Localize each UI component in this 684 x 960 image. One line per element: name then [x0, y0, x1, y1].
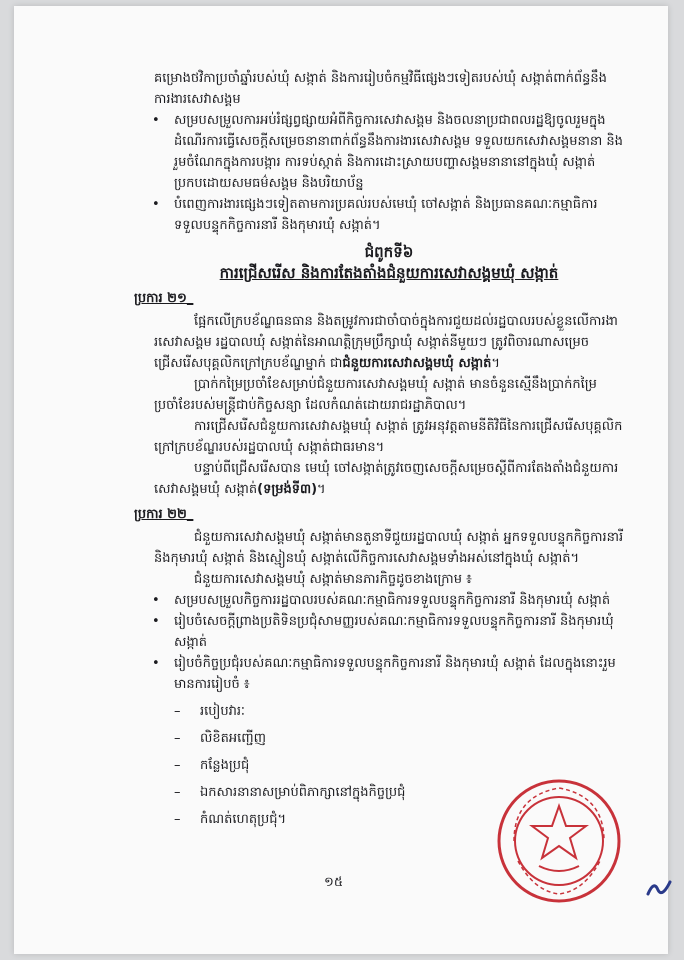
signature-mark-icon — [644, 876, 674, 900]
dash-text: លិខិតអញ្ជើញ — [200, 731, 267, 746]
bullet-icon: • — [152, 593, 160, 608]
bullet-text: រៀបចំសេចក្ដីព្រាងប្រតិទិនប្រជុំសាមញ្ញរបស់គណៈកម្មាធិការទទួលបន្ទុកកិច្ចការនារី និងកុមារឃុំ សង្កាត់ — [174, 614, 614, 650]
article-22-paragraph-1: ជំនួយការសេវាសង្គមឃុំ សង្កាត់មានតួនាទីជួយរដ្ឋបាលឃុំ សង្កាត់ អ្នកទទួលបន្ទុកកិច្ចការនារី និងកុមារឃុំ សង្កាត់ និងស្មៀនឃុំ សង្កាត់លើកិច្ចការសេវាសង្គមទាំងអស់នៅក្នុងឃុំ សង្កាត់។ — [154, 530, 624, 566]
article-21-heading: ប្រការ ២១_ — [134, 291, 194, 306]
dash-icon: – — [174, 731, 181, 746]
bullet-icon: • — [152, 197, 160, 212]
dash-icon: – — [174, 785, 181, 800]
article-21-paragraph-4 — [154, 458, 624, 500]
article-21-paragraph-2: ប្រាក់កម្រៃប្រចាំខែសម្រាប់ជំនួយការសេវាសង្គមឃុំ សង្កាត់ មានចំនួនស្មើនឹងប្រាក់កម្រៃប្រចាំខែរបស់មន្ត្រីជាប់កិច្ចសន្យា ដែលកំណត់ដោយរាជរដ្ឋាភិបាល។ — [154, 377, 597, 413]
dash-icon: – — [174, 704, 181, 719]
bullet-icon: • — [152, 113, 160, 128]
bullet-text: សម្របសម្រួលការអប់រំផ្សព្វផ្សាយអំពីកិច្ចការសេវាសង្គម និងចលនាប្រជាពលរដ្ឋឱ្យចូលរួមក្នុងដំណើរការធ្វើសេចក្ដីសម្រេចនានាពាក់ព័ន្ធនឹងការងារសេវាសង្គម ទទួលយកសេវាសង្គមនានា និងរួមចំណែកក្នុងការបង្ការ ការទប់ស្កាត់ និងការដោះស្រាយបញ្ហាសង្គមនានានៅក្នុងឃុំ សង្កាត់ ប្រកបដោយសមធម៌សង្គម និងបរិយាប័ន្ន — [174, 113, 623, 191]
list-item — [154, 653, 624, 695]
paragraph-end: ។ — [491, 356, 500, 371]
bullet-text: រៀបចំកិច្ចប្រជុំរបស់គណៈកម្មាធិការទទួលបន្ទុកកិច្ចការនារី និងកុមារឃុំ សង្កាត់ ដែលក្នុងនោះរួមមានការរៀបចំ ៖ — [174, 656, 616, 692]
list-item — [154, 590, 624, 611]
paragraph-text: បន្ទាប់ពីជ្រើសរើសបាន មេឃុំ ចៅសង្កាត់ត្រូវចេញសេចក្ដីសម្រេចស្ដីពីការតែងតាំងជំនួយការសេវាសង្គមឃុំ សង្កាត់ — [154, 461, 619, 497]
article-21-paragraph-1 — [154, 311, 624, 374]
list-item — [174, 701, 624, 722]
list-item — [174, 755, 624, 776]
dash-text: កន្លែងប្រជុំ — [200, 758, 250, 773]
list-item — [174, 728, 624, 749]
dash-icon: – — [174, 758, 181, 773]
list-item — [154, 611, 624, 653]
list-item — [154, 110, 624, 194]
form-reference: (ទម្រង់ទី៣) — [257, 482, 318, 497]
bold-term: ជំនួយការសេវាសង្គមឃុំ សង្កាត់ — [342, 356, 492, 371]
duties-bullet-list — [154, 590, 624, 695]
list-item — [154, 194, 624, 236]
article-21-paragraph-3: ការជ្រើសរើសជំនួយការសេវាសង្គមឃុំ សង្កាត់ ត្រូវអនុវត្តតាមនីតិវិធីនៃការជ្រើសរើសបុគ្គលិកក្រៅក្របខ័ណ្ឌរបស់រដ្ឋបាលឃុំ សង្កាត់ជាធរមាន។ — [154, 419, 623, 455]
chapter-title: ការជ្រើសរើស និងការតែងតាំងជំនួយការសេវាសង្គមឃុំ សង្កាត់ — [219, 264, 559, 282]
dash-text: របៀបវារៈ — [200, 704, 245, 719]
paragraph-end: ។ — [317, 482, 326, 497]
official-seal-icon — [494, 776, 624, 906]
bullet-text: បំពេញការងារផ្សេងៗទៀតតាមការប្រគល់របស់មេឃុំ ចៅសង្កាត់ និងប្រធានគណៈកម្មាធិការទទួលបន្ទុកកិច្ចការនារី និងកុមារឃុំ សង្កាត់។ — [174, 197, 598, 233]
dash-icon: – — [174, 812, 181, 827]
dash-text: កំណត់ហេតុប្រជុំ។ — [200, 812, 287, 827]
paragraph-text: ផ្អែកលើក្របខ័ណ្ឌធនធាន និងតម្រូវការជាចាំបាច់ក្នុងការជួយដល់រដ្ឋបាលរបស់ខ្លួនលើការងារសេវាសង្គម រដ្ឋបាលឃុំ សង្កាត់នៃអាណត្តិក្រុមប្រឹក្សាឃុំ សង្កាត់នីមួយៗ ត្រូវពិចារណាសម្រេចជ្រើសរើសបុគ្គលិកក្រៅក្របខ័ណ្ឌម្នាក់ ជា — [154, 314, 618, 371]
bullet-icon: • — [152, 656, 160, 671]
bullet-text: សម្របសម្រួលកិច្ចការរដ្ឋបាលរបស់គណៈកម្មាធិការទទួលបន្ទុកកិច្ចការនារី និងកុមារឃុំ សង្កាត់ — [174, 593, 611, 608]
chapter-heading: ជំពូកទី៦ — [364, 243, 414, 261]
page-number: ១៥ — [324, 875, 344, 890]
article-22-paragraph-2: ជំនួយការសេវាសង្គមឃុំ សង្កាត់មានភារកិច្ចដូចខាងក្រោម ៖ — [194, 572, 472, 587]
article-22-heading: ប្រការ ២២_ — [134, 507, 194, 522]
page-content — [134, 68, 624, 836]
intro-paragraph: គម្រោងថវិកាប្រចាំឆ្នាំរបស់ឃុំ សង្កាត់ និងការរៀបចំកម្មវិធីផ្សេងៗទៀតរបស់ឃុំ សង្កាត់ពាក់ព័ន្ធនឹងការងារសេវាសង្គម — [154, 71, 607, 107]
dash-text: ឯកសារនានាសម្រាប់ពិភាក្សានៅក្នុងកិច្ចប្រជុំ — [200, 785, 406, 800]
document-page — [14, 6, 668, 954]
top-bullet-list — [154, 110, 624, 236]
bullet-icon: • — [152, 614, 160, 629]
